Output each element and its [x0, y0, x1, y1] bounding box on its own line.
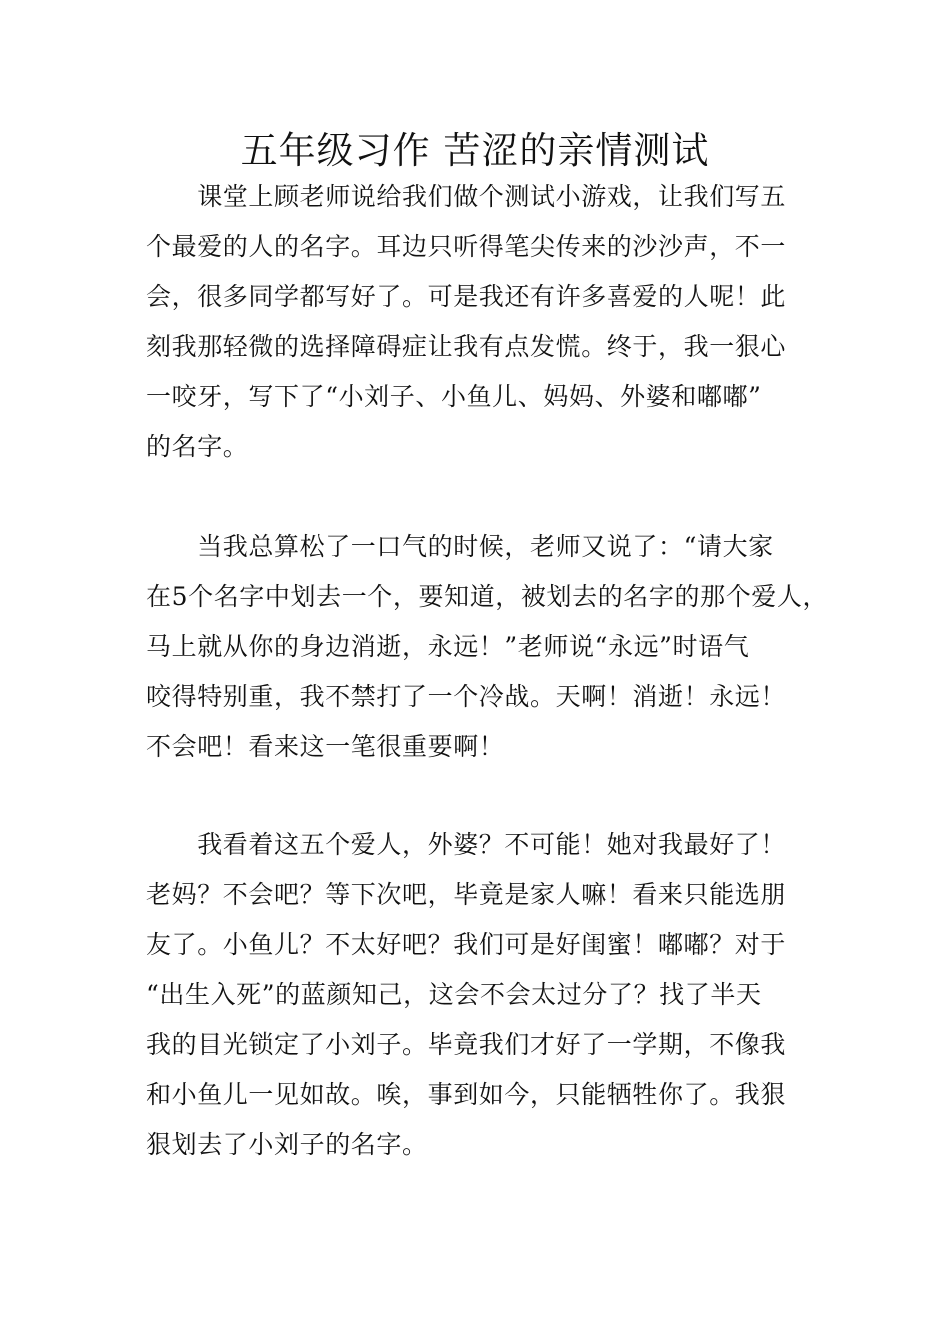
paragraph-2-line-4: 咬得特别重，我不禁打了一个冷战。天啊！消逝！永远！	[146, 682, 787, 711]
paragraph-3-line-5: 我的目光锁定了小刘子。毕竟我们才好了一学期，不像我	[146, 1030, 787, 1059]
essay-title: 五年级习作 苦涩的亲情测试	[240, 129, 710, 172]
paragraph-1-line-4: 刻我那轻微的选择障碍症让我有点发慌。终于，我一狠心	[146, 332, 787, 361]
paragraph-3-line-7: 狠划去了小刘子的名字。	[146, 1130, 428, 1159]
paragraph-1-line-1: 课堂上顾老师说给我们做个测试小游戏，让我们写五	[146, 182, 787, 211]
paragraph-3-line-2: 老妈？不会吧？等下次吧，毕竟是家人嘛！看来只能选朋	[146, 880, 787, 909]
paragraph-2-line-1: 当我总算松了一口气的时候，老师又说了：“请大家	[146, 532, 774, 561]
paragraph-1-line-5: 一咬牙，写下了“小刘子、小鱼儿、妈妈、外婆和嘟嘟”	[146, 382, 762, 411]
paragraph-2-line-5: 不会吧！看来这一笔很重要啊！	[146, 732, 505, 761]
paragraph-3-line-1: 我看着这五个爱人，外婆？不可能！她对我最好了！	[146, 830, 787, 859]
paragraph-3-line-3: 友了。小鱼儿？不太好吧？我们可是好闺蜜！嘟嘟？对于	[146, 930, 787, 959]
paragraph-1-line-2: 个最爱的人的名字。耳边只听得笔尖传来的沙沙声，不一	[146, 232, 787, 261]
paragraph-1-line-6: 的名字。	[146, 432, 249, 461]
paragraph-3-line-6: 和小鱼儿一见如故。唉，事到如今，只能牺牲你了。我狠	[146, 1080, 787, 1109]
paragraph-1-line-3: 会，很多同学都写好了。可是我还有许多喜爱的人呢！此	[146, 282, 787, 311]
paragraph-2-line-3: 马上就从你的身边消逝，永远！”老师说“永远”时语气	[146, 632, 750, 661]
paragraph-2-line-2: 在5个名字中划去一个，要知道，被划去的名字的那个爱人，	[146, 582, 829, 611]
paragraph-3-line-4: “出生入死”的蓝颜知己，这会不会太过分了？找了半天	[146, 980, 762, 1009]
